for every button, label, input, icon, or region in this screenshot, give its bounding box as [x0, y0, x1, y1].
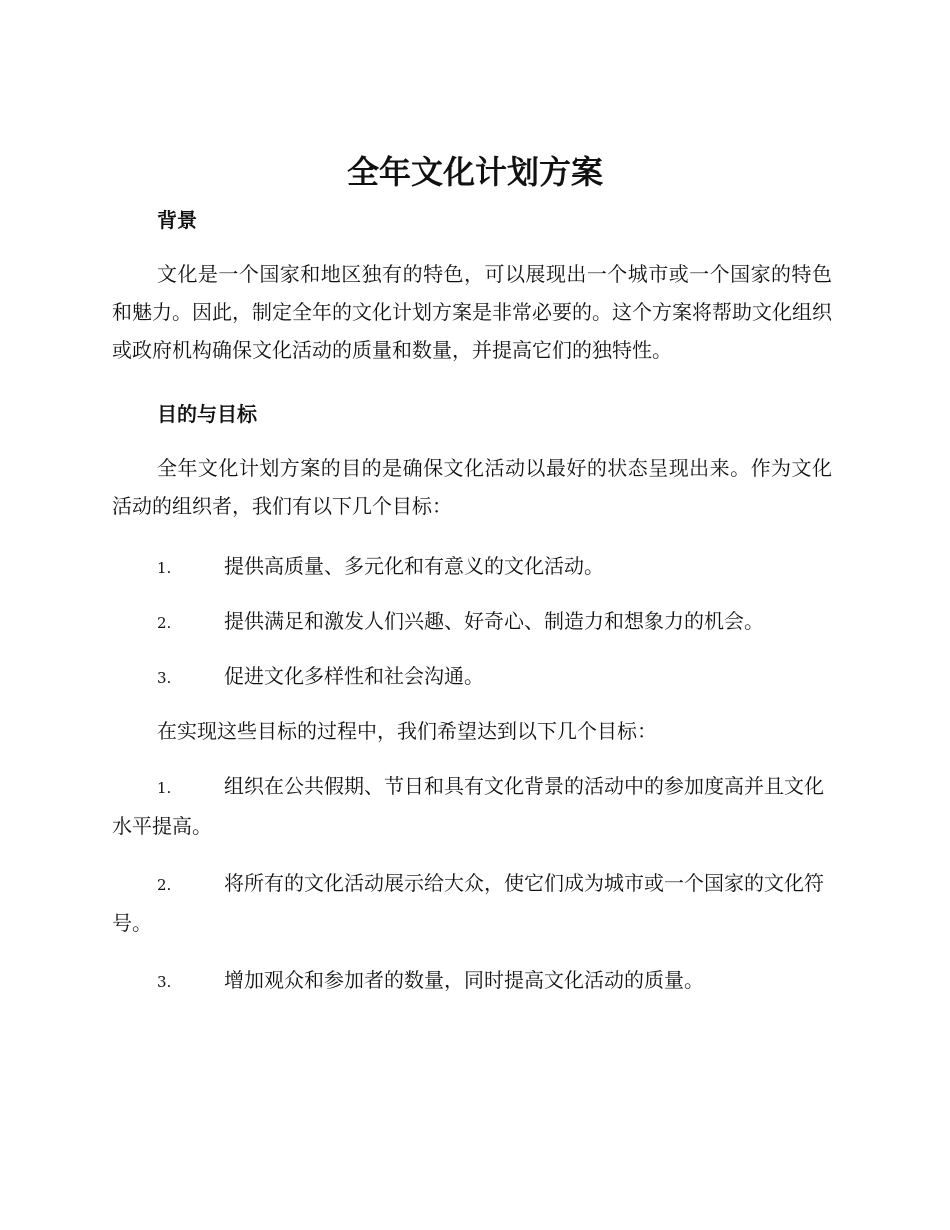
list-number: 1.: [157, 559, 172, 577]
list-text: 提供满足和激发人们兴趣、好奇心、制造力和想象力的机会。: [224, 609, 764, 633]
section-heading-goals: 目的与目标: [157, 402, 257, 426]
list-item: [112, 657, 832, 697]
list-text: 将所有的文化活动展示给大众，使它们成为城市或一个国家的文化符号。: [112, 871, 824, 935]
list-text: 提供高质量、多元化和有意义的文化活动。: [224, 554, 604, 578]
section-heading-background: 背景: [157, 208, 197, 232]
list-item: [112, 602, 832, 642]
list-number: 3.: [157, 669, 172, 687]
list-text: 组织在公共假期、节日和具有文化背景的活动中的参加度高并且文化水平提高。: [112, 774, 824, 838]
list-text: 增加观众和参加者的数量，同时提高文化活动的质量。: [224, 968, 704, 992]
list-number: 2.: [157, 876, 172, 894]
list-item: [112, 864, 832, 942]
list-number: 2.: [157, 614, 172, 632]
list-number: 3.: [157, 973, 172, 991]
list-item: [112, 767, 832, 845]
goals-paragraph-2: 在实现这些目标的过程中，我们希望达到以下几个目标：: [157, 719, 657, 743]
goals-paragraph: 全年文化计划方案的目的是确保文化活动以最好的状态呈现出来。作为文化活动的组织者，我们有以下几个目标：: [112, 456, 832, 518]
document-title: 全年文化计划方案: [346, 153, 603, 191]
list-number: 1.: [157, 779, 172, 797]
list-item: [112, 961, 832, 1001]
background-paragraph: 文化是一个国家和地区独有的特色，可以展现出一个城市或一个国家的特色和魅力。因此，制定全年的文化计划方案是非常必要的。这个方案将帮助文化组织或政府机构确保文化活动的质量和数量，并提高它们的独特性。: [112, 262, 832, 362]
list-item: [112, 547, 832, 587]
list-text: 促进文化多样性和社会沟通。: [224, 664, 484, 688]
